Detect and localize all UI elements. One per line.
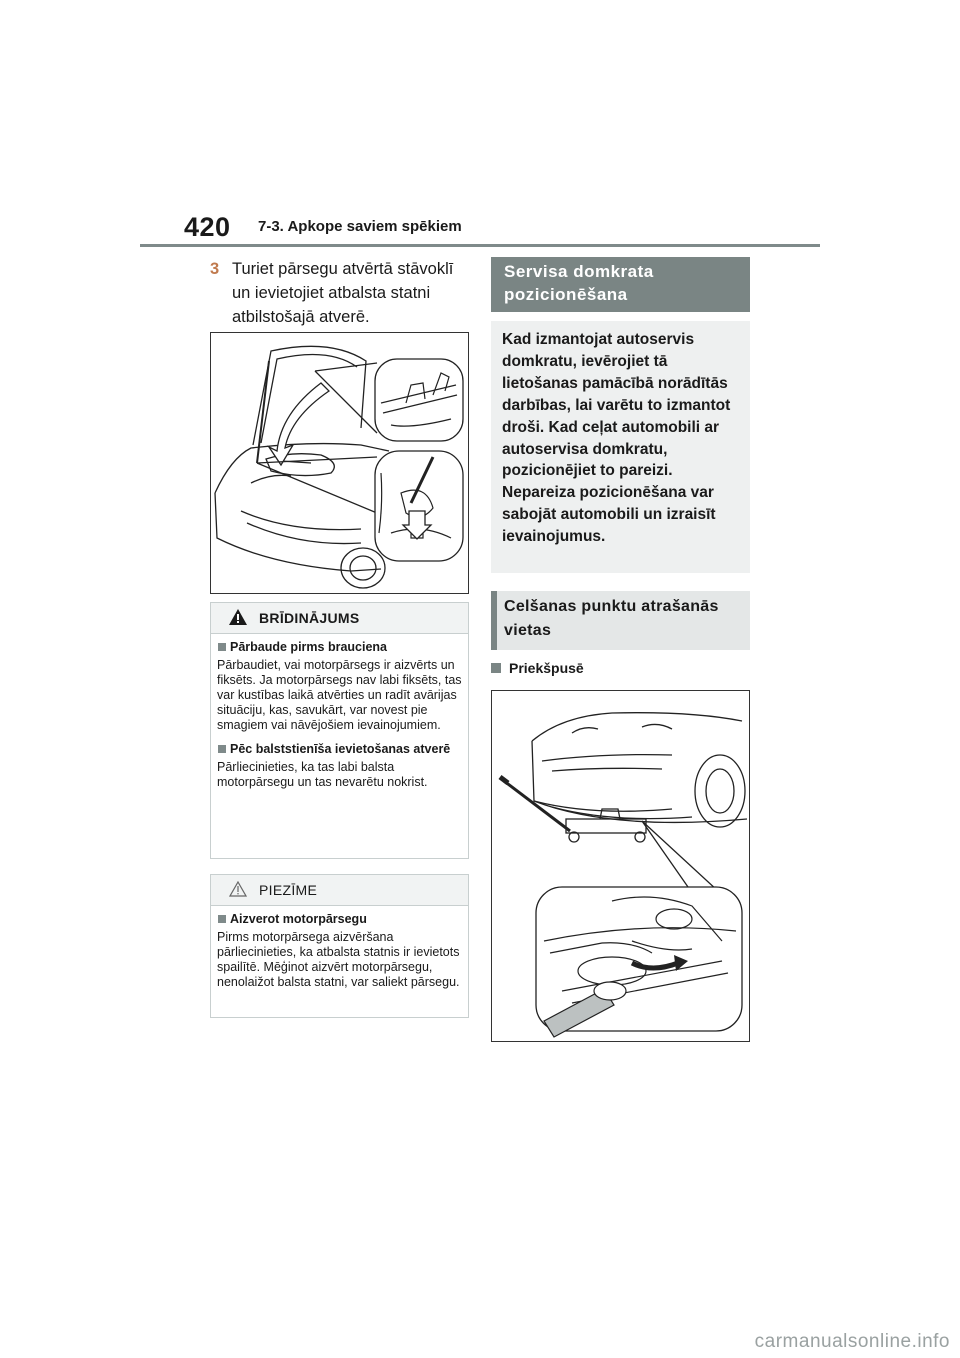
- down-arrow-icon: [269, 383, 329, 465]
- warning-box: [210, 602, 469, 859]
- warning-paragraph: Pārbaudiet, vai motorpārsegs ir aizvērts un fiksēts. Ja motorpārsegs nav labi fiksēts, tas var kustības laikā atvērties un radīt avārijas situāciju, kas, savukārt, var novest pie smagiem vai nāvējošiem ievainojumiem.: [217, 658, 462, 732]
- header-divider: [140, 244, 820, 247]
- step-text: Turiet pārsegu atvērtā stāvoklī un ievietojiet atbalsta statni atbilstošajā atverē.: [232, 260, 454, 326]
- jack-point-drawing: [492, 691, 749, 1041]
- warning-body: [211, 634, 468, 790]
- section-heading-service-jack: [491, 257, 750, 312]
- warning-subheading: Pēc balststienīša ievietošanas atverē: [217, 742, 462, 757]
- detail-circle-rod-slot: [375, 451, 463, 561]
- page-number: 420: [184, 212, 231, 242]
- note-paragraph: Pirms motorpārsega aizvēršana pārliecinieties, ka atbalsta statnis ir ievietots spailītē. Mēģinot aizvērt motorpārsegu, nenolaižot balsta statni, var saliekt pārsegu.: [217, 930, 460, 989]
- warning-triangle-icon: [229, 609, 247, 625]
- subsection-accent-bar: [491, 591, 497, 650]
- warning-title: BRĪDINĀJUMS: [259, 610, 360, 626]
- front-heading-text: Priekšpusē: [509, 660, 584, 676]
- note-title: PIEZĪME: [259, 882, 318, 898]
- note-body: [211, 906, 468, 990]
- service-jack-info: [491, 321, 750, 573]
- front-jack-point-illustration: [491, 690, 750, 1042]
- warning-paragraph: Pārliecinieties, ka tas labi balsta motorpārsegu un tas nevarētu nokrist.: [217, 760, 428, 789]
- front-heading: [491, 660, 584, 676]
- caution-outline-icon: [229, 881, 247, 897]
- section-heading-text: Servisa domkrata pozicionēšana: [504, 262, 654, 304]
- detail-circle-hood-clip: [375, 359, 463, 441]
- watermark: carmanualsonline.info: [754, 1331, 950, 1352]
- square-bullet-icon: [491, 663, 501, 673]
- info-text: Kad izmantojat autoservis domkratu, ievērojiet tā lietošanas pamācībā norādītās darbības, lai varētu to izmantot droši. Kad ceļat automobili ar autoservisa domkratu, pozicionējiet to pareizi. Nepareiza pozicionēšana var sabojāt automobili un izraisīt ievainojumus.: [502, 331, 731, 546]
- note-box: [210, 874, 469, 1018]
- hood-support-illustration: [210, 332, 469, 594]
- warning-header: [211, 603, 468, 634]
- subsection-heading-lift-points: [491, 591, 750, 650]
- warning-subheading: Pārbaude pirms brauciena: [217, 640, 462, 655]
- step-number: 3: [210, 260, 220, 278]
- subsection-heading-text: Celšanas punktu atrašanās vietas: [504, 598, 719, 639]
- section-title: 7-3. Apkope saviem spēkiem: [258, 218, 462, 235]
- hood-support-drawing: [211, 333, 468, 593]
- note-header: [211, 875, 468, 906]
- detail-inset-jack-point: [536, 887, 742, 1037]
- note-subheading: Aizverot motorpārsegu: [217, 912, 462, 927]
